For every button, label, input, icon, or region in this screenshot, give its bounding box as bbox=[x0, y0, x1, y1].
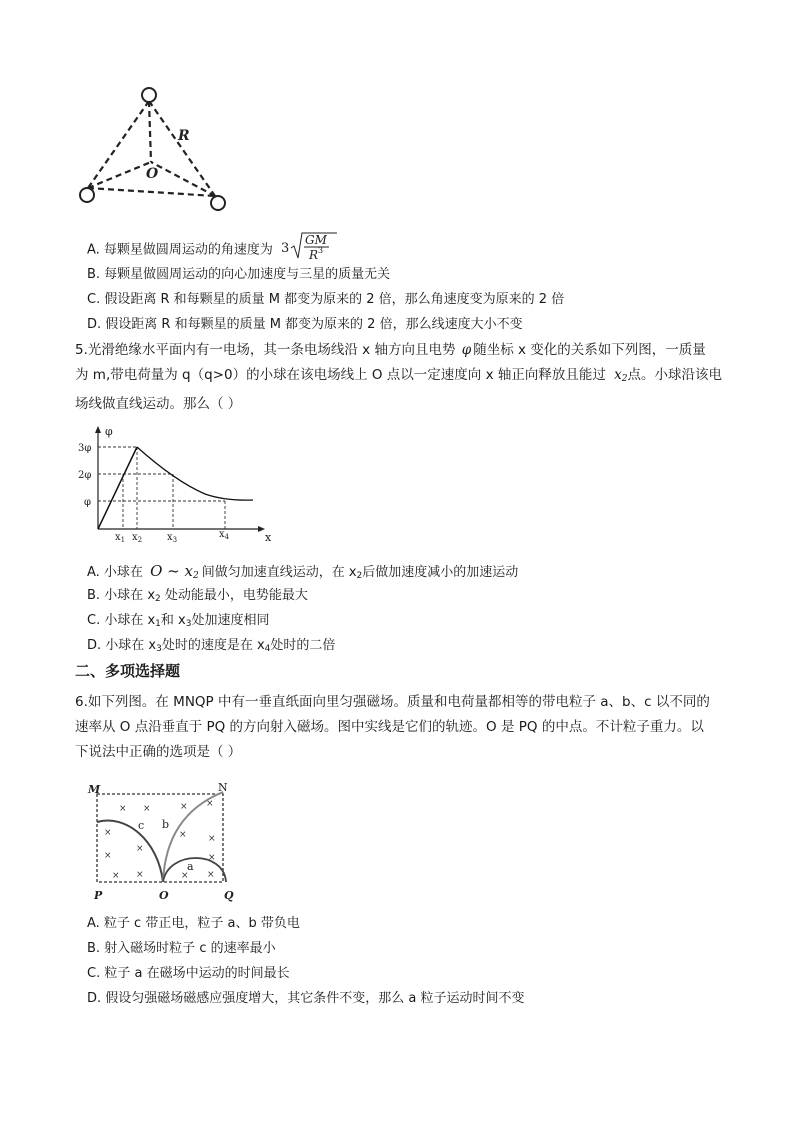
trajectory-label-b: b bbox=[162, 818, 170, 831]
star-left bbox=[80, 188, 94, 202]
q4-formula-angular-velocity bbox=[281, 230, 341, 262]
x-tick-x1: $x_1$ bbox=[115, 532, 126, 543]
q4-option-a-text: A. 每颗星做圆周运动的角速度为 bbox=[87, 242, 273, 258]
q4-option-a bbox=[87, 234, 341, 266]
x-axis-label: x bbox=[265, 531, 272, 543]
formula-exponent: 3 bbox=[318, 246, 324, 255]
field-cross: × bbox=[206, 799, 214, 809]
field-cross: × bbox=[136, 844, 144, 854]
q6-option-b: B. 射入磁场时粒子 c 的速率最小 bbox=[87, 941, 276, 956]
label-R: R bbox=[178, 128, 190, 144]
field-cross: × bbox=[208, 834, 216, 844]
q5-line3: 场线做直线运动。那么（ ） bbox=[75, 396, 242, 412]
star-right bbox=[211, 196, 225, 210]
field-cross: × bbox=[207, 870, 215, 880]
field-cross: × bbox=[136, 870, 144, 880]
corner-label-Q: Q bbox=[224, 889, 234, 902]
q5-line1-b: 随坐标 x 变化的关系如下列图，一质量 bbox=[473, 342, 706, 358]
formula-denominator: R bbox=[309, 248, 319, 262]
potential-rise-line bbox=[98, 447, 137, 529]
field-cross: × bbox=[112, 871, 120, 881]
star-top bbox=[142, 88, 156, 102]
magnetic-field-figure bbox=[84, 778, 244, 906]
x-tick-x2: $x_2$ bbox=[132, 532, 143, 543]
y-tick-3phi: 3φ bbox=[78, 443, 92, 454]
x-axis-arrow bbox=[258, 526, 265, 532]
x-tick-x3: $x_3$ bbox=[167, 532, 178, 543]
q6-line3: 下说法中正确的选项是（ ） bbox=[75, 744, 242, 760]
section-heading-multiple-choice: 二、多项选择题 bbox=[75, 662, 181, 680]
x2-variable: $x_2$ bbox=[614, 367, 628, 384]
q4-option-d: D. 假设距离 R 和每颗星的质量 M 都变为原来的 2 倍，那么线速度大小不变 bbox=[87, 317, 523, 332]
formula-numerator: GM bbox=[305, 233, 327, 247]
q6-option-a: A. 粒子 c 带正电，粒子 a、b 带负电 bbox=[87, 916, 300, 931]
y-tick-2phi: 2φ bbox=[78, 470, 92, 481]
q5-line2 bbox=[75, 363, 725, 392]
q5-option-d: D. 小球在 $x_3$处时的速度是在 $x_4$处时的二倍 bbox=[87, 638, 336, 654]
q6-line2: 速率从 O 点沿垂直于 PQ 的方向射入磁场。图中实线是它们的轨迹。O 是 PQ 的中点。不计粒子重力。以 bbox=[75, 719, 704, 735]
q6-option-c: C. 粒子 a 在磁场中运动的时间最长 bbox=[87, 966, 290, 981]
q5-line1-a: 5.光滑绝缘水平面内有一电场，其一条电场线沿 x 轴方向且电势 bbox=[75, 342, 456, 358]
q6-stem bbox=[75, 690, 725, 765]
y-axis-label: φ bbox=[105, 425, 113, 438]
q6-option-d: D. 假设匀强磁场磁感应强度增大，其它条件不变，那么 a 粒子运动时间不变 bbox=[87, 991, 525, 1006]
y-tick-phi: φ bbox=[84, 497, 92, 508]
q5-option-c: C. 小球在 $x_1$和 $x_3$处加速度相同 bbox=[87, 613, 270, 629]
q5-formula-range: O ~ $x_2$ bbox=[150, 562, 199, 581]
trajectory-label-a: a bbox=[187, 860, 194, 873]
q5-line2-b: 点。小球沿该电 bbox=[627, 367, 722, 383]
q4-option-c: C. 假设距离 R 和每颗星的质量 M 都变为原来的 2 倍，那么角速度变为原来的 2 倍 bbox=[87, 292, 565, 307]
corner-label-M: M bbox=[88, 783, 101, 796]
trajectory-a bbox=[163, 858, 226, 882]
q5-option-b: B. 小球在 $x_2$ 处动能最小，电势能最大 bbox=[87, 588, 308, 604]
point-label-O: O bbox=[159, 889, 169, 902]
field-cross: × bbox=[179, 830, 187, 840]
q6-line1: 6.如下列图。在 MNQP 中有一垂直纸面向里匀强磁场。质量和电荷量都相等的带电粒子 a、b、c 以不同的 bbox=[75, 694, 710, 710]
formula-coef: 3 bbox=[281, 241, 290, 256]
potential-graph bbox=[75, 423, 275, 543]
trajectory-label-c: c bbox=[138, 819, 145, 832]
field-cross: × bbox=[180, 802, 188, 812]
field-cross: × bbox=[104, 828, 112, 838]
field-cross: × bbox=[143, 804, 151, 814]
field-cross: × bbox=[208, 853, 216, 863]
three-star-figure bbox=[70, 82, 240, 217]
q5-line2-a: 为 m,带电荷量为 q（q>0）的小球在该电场线上 O 点以一定速度向 x 轴正向释放且能过 bbox=[75, 367, 606, 383]
corner-label-P: P bbox=[94, 889, 103, 902]
q5-stem bbox=[75, 338, 725, 417]
q5-line1 bbox=[75, 338, 725, 363]
label-O: O bbox=[146, 166, 159, 182]
q4-option-b: B. 每颗星做圆周运动的向心加速度与三星的质量无关 bbox=[87, 267, 391, 282]
phi-symbol: φ bbox=[461, 342, 472, 358]
x-tick-x4: $x_4$ bbox=[219, 529, 230, 541]
field-cross: × bbox=[181, 871, 189, 881]
field-cross: × bbox=[119, 804, 127, 814]
field-cross: × bbox=[104, 851, 112, 861]
q5-option-a: A. 小球在 O ~ $x_2$ 间做匀加速直线运动，在 $x_2$后做加速度减小的加速运动 bbox=[87, 562, 519, 581]
corner-label-N: N bbox=[218, 781, 228, 794]
y-axis-arrow bbox=[95, 426, 101, 433]
